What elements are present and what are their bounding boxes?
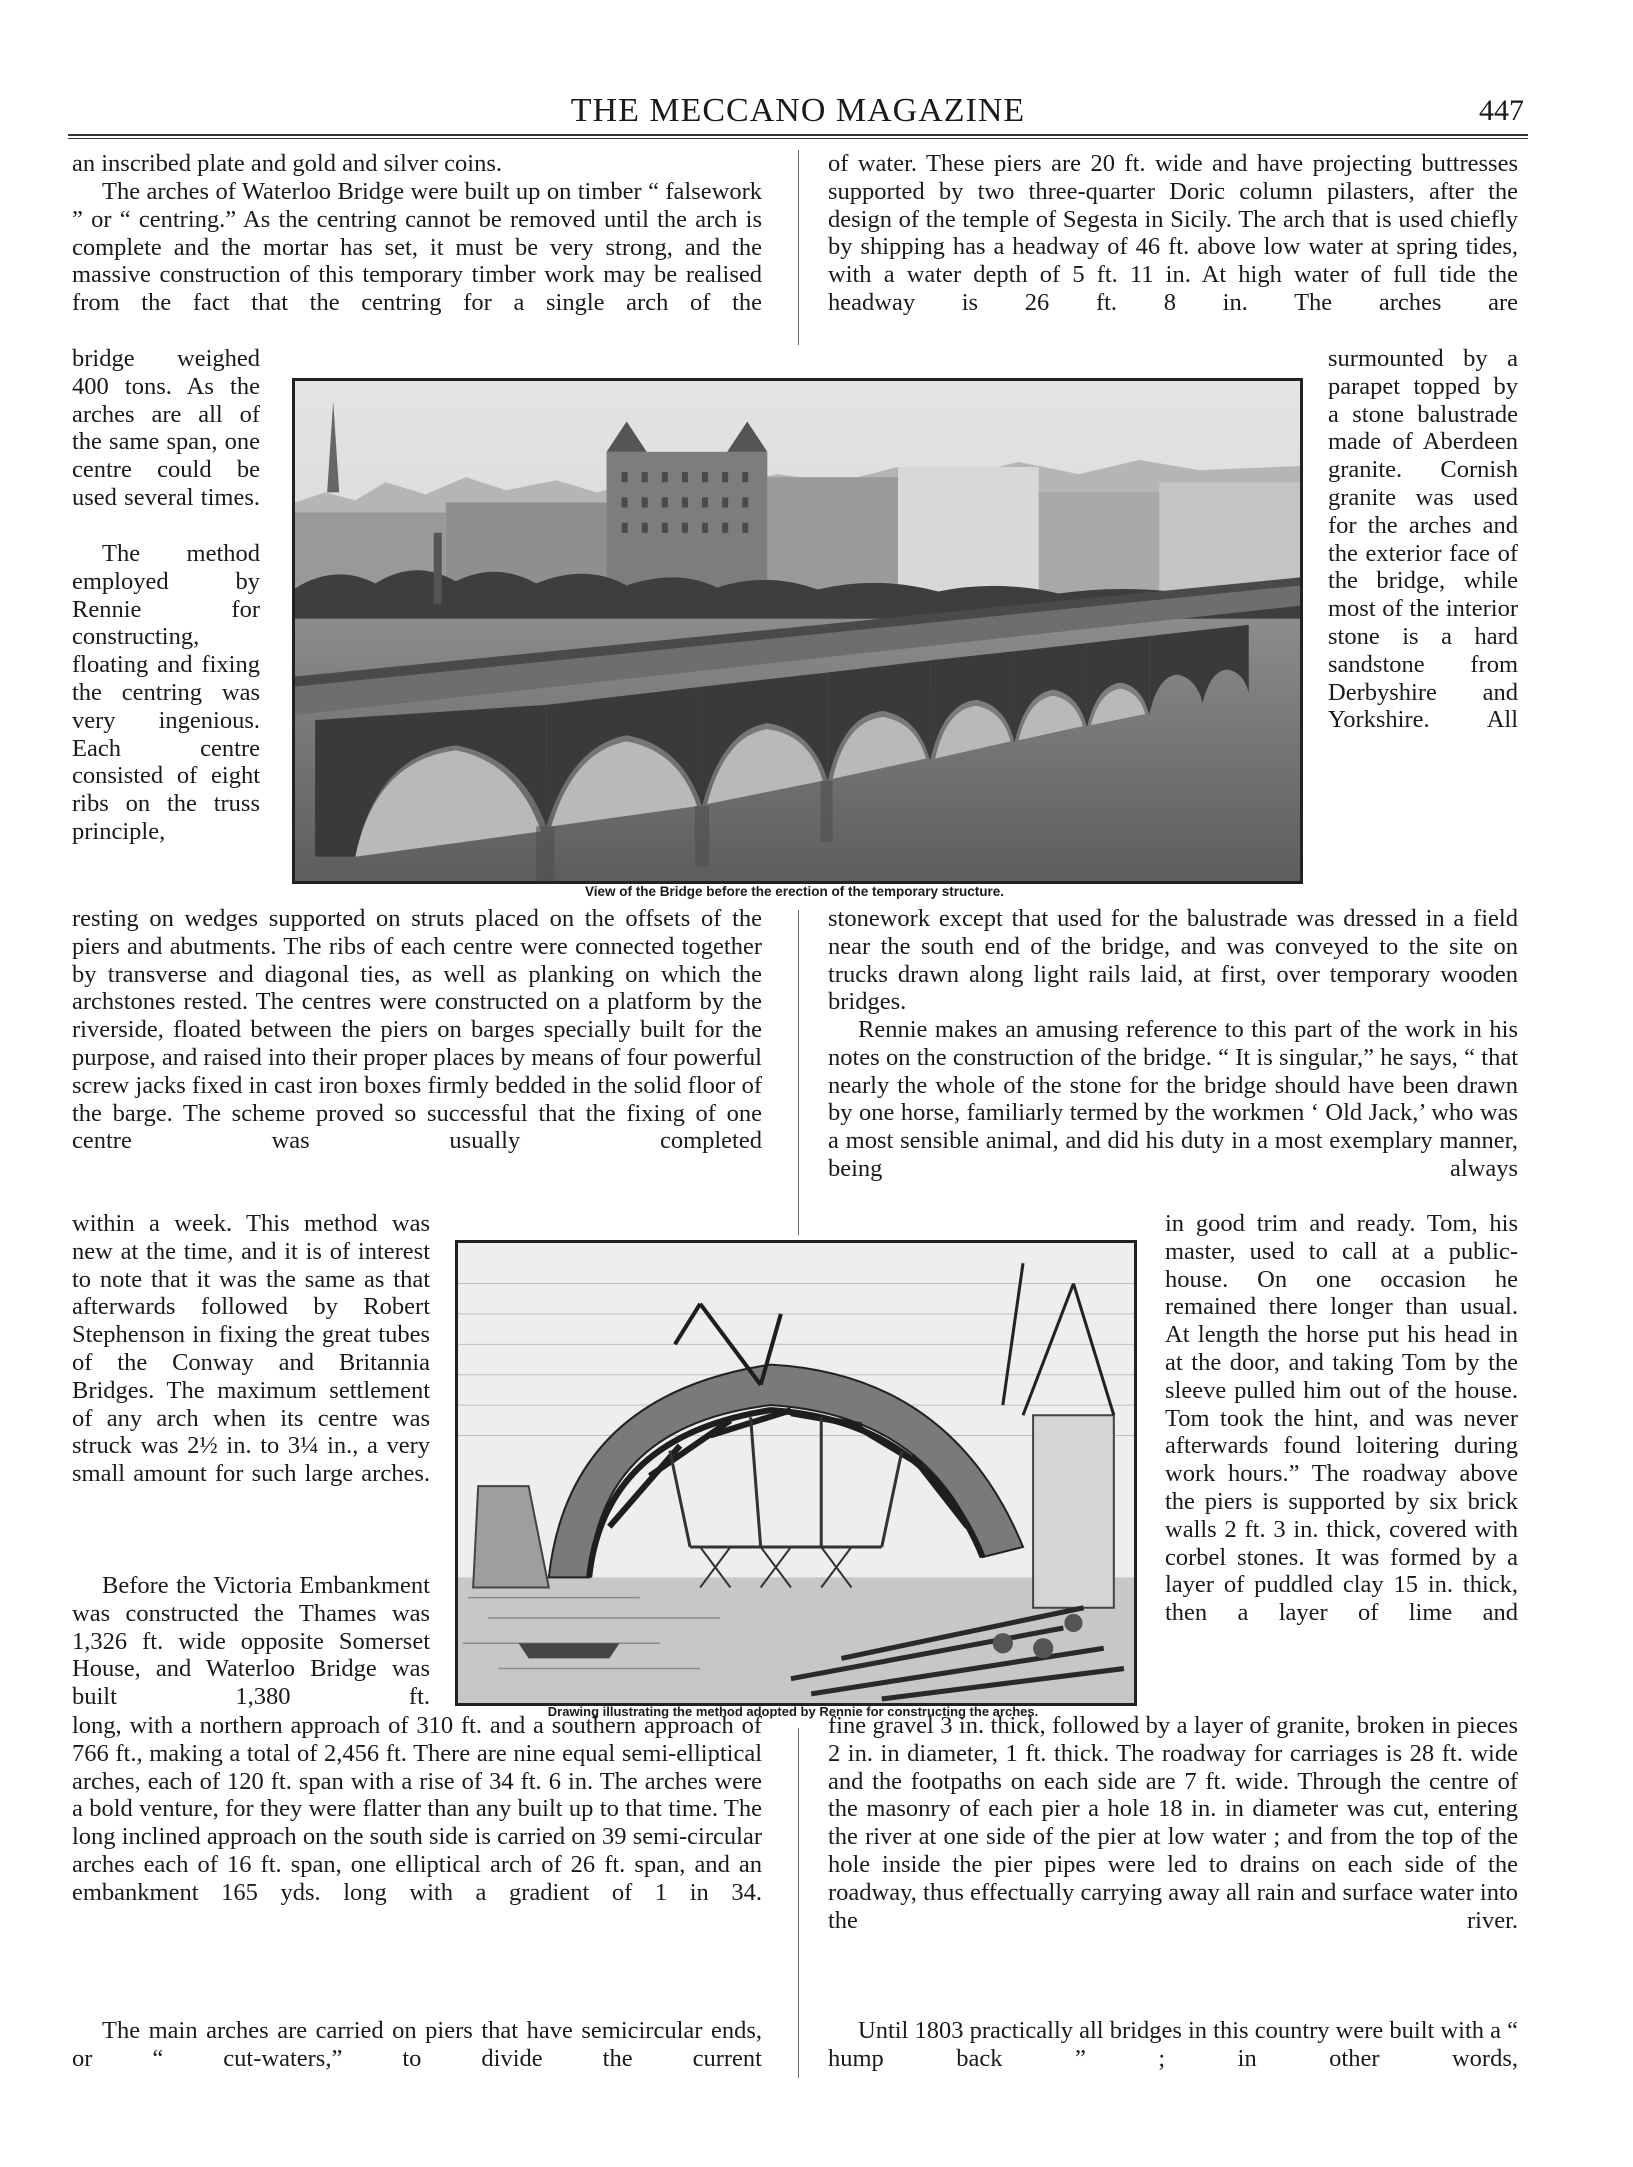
- right-para-2: surmounted by a parapet topped by a stone balustrade made of Aberdeen granite. Cornish granite was used for the arches and the exterior face of the bridge, while most of the interior stone is a hard sandstone from Derbyshire and Yorkshire. All: [1328, 345, 1518, 734]
- centring-drawing: [455, 1240, 1137, 1706]
- left-para-8: long, with a northern approach of 310 ft. and a southern approach of 766 ft., making a total of 2,456 ft. There are nine equal semi-elliptical arches, each of 120 ft. span with a rise of 34 ft. 6 in. The arches were a bold venture, for they were flatter than any built up to that time. The long inclined approach on the south side is carried on 39 semi-circular arches each of 16 ft. span, one elliptical arch of 26 ft. span, and an embankment 165 yds. long with a gradient of 1 in 34.: [72, 1712, 762, 1906]
- left-para-3: bridge weighed 400 tons. As the arches are all of the same span, one centre could be used several times.: [72, 345, 260, 511]
- left-para-2: The arches of Waterloo Bridge were built up on timber “ falsework ” or “ centring.” As the centring cannot be removed until the arch is complete and the mortar has set, it must be very strong, and the massive construction of this temporary timber work may be realised from the fact that the centring for a single arch of the: [72, 178, 762, 317]
- column-divider-bottom: [798, 1728, 799, 2078]
- left-para-6: within a week. This method was new at the time, and it is of interest to note that it was the same as that afterwards followed by Robert Stephenson in fixing the great tubes of the Conway and Britannia Bridges. The maximum settlement of any arch when its centre was struck was 2½ in. to 3¼ in., a very small amount for such large arches.: [72, 1210, 430, 1488]
- left-para-7: Before the Victoria Embankment was constructed the Thames was 1,326 ft. wide opposite Somerset House, and Waterloo Bridge was built 1,380 ft.: [72, 1572, 430, 1711]
- left-para-5: resting on wedges supported on struts placed on the offsets of the piers and abutments. The ribs of each centre were connected together by transverse and diagonal ties, as well as planking on which the archstones rested. The centres were constructed on a platform by the riverside, floated between the piers on barges specially built for the purpose, and raised into their proper places by means of four powerful screw jacks fixed in cast iron boxes firmly bedded in the solid floor of the barge. The scheme proved so successful that the fixing of one centre was usually completed: [72, 905, 762, 1155]
- bottom-figure-caption: Drawing illustrating the method adopted by Rennie for constructing the arches.: [547, 1704, 1039, 1719]
- right-para-6: fine gravel 3 in. thick, followed by a layer of granite, broken in pieces 2 in. in diameter, 1 ft. thick. The roadway for carriages is 28 ft. wide and the footpaths on each side are 7 ft. wide. Through the centre of the masonry of each pier a hole 18 in. in diameter was cut, entering the river at one side of the pier at low water ; and from the top of the hole inside the pier pipes were led to drains on each side of the roadway, thus effectually carrying away all rain and surface water into the river.: [828, 1712, 1518, 1934]
- right-para-1: of water. These piers are 20 ft. wide and have projecting buttresses supported by two three-quarter Doric column pilasters, after the design of the temple of Segesta in Sicily. The arch that is used chiefly by shipping has a headway of 46 ft. above low water at spring tides, with a water depth of 5 ft. 11 in. At high water of full tide the headway is 26 ft. 8 in. The arches are: [828, 150, 1518, 316]
- header-rule: [68, 134, 1528, 136]
- column-divider-middle: [798, 910, 799, 1235]
- centring-drawing-image: [458, 1243, 1134, 1703]
- left-para-4: The method employed by Rennie for constructing, floating and fixing the centring was very ingenious. Each centre consisted of eight ribs on the truss principle,: [72, 540, 260, 845]
- right-para-4: Rennie makes an amusing reference to this part of the work in his notes on the construction of the bridge. “ It is singular,” he says, “ that nearly the whole of the stone for the bridge should have been drawn by one horse, familiarly termed by the workmen ‘ Old Jack,’ who was a most sensible animal, and did his duty in a most exemplary manner, being always: [828, 1016, 1518, 1182]
- column-divider-top: [798, 150, 799, 345]
- page-number: 447: [1479, 94, 1524, 127]
- left-para-1: an inscribed plate and gold and silver coins.: [72, 150, 502, 177]
- top-figure-caption: View of the Bridge before the erection of the temporary structure.: [584, 884, 1005, 899]
- page-header: [68, 88, 1528, 134]
- right-para-3: stonework except that used for the balustrade was dressed in a field near the south end of the bridge, and was conveyed to the site on trucks drawn along light rails laid, at first, over temporary wooden bridges.: [828, 905, 1518, 1016]
- right-para-5: in good trim and ready. Tom, his master, used to call at a public-house. On one occasion he remained there longer than usual. At length the horse put his head in at the door, and taking Tom by the sleeve pulled him out of the house. Tom took the hint, and was never afterwards found loitering during work hours.” The roadway above the piers is supported by six brick walls 2 ft. 3 in. thick, covered with corbel stones. It was formed by a layer of puddled clay 15 in. thick, then a layer of lime and: [1165, 1210, 1518, 1627]
- right-para-7: Until 1803 practically all bridges in this country were built with a “ hump back ” ; in other words,: [828, 2017, 1518, 2072]
- header-rule-thin: [68, 138, 1528, 139]
- bridge-photo: [292, 378, 1303, 884]
- bridge-photo-image: [295, 381, 1300, 881]
- left-para-9: The main arches are carried on piers that have semicircular ends, or “ cut-waters,” to divide the current: [72, 2017, 762, 2072]
- magazine-title: THE MECCANO MAGAZINE: [570, 92, 1026, 129]
